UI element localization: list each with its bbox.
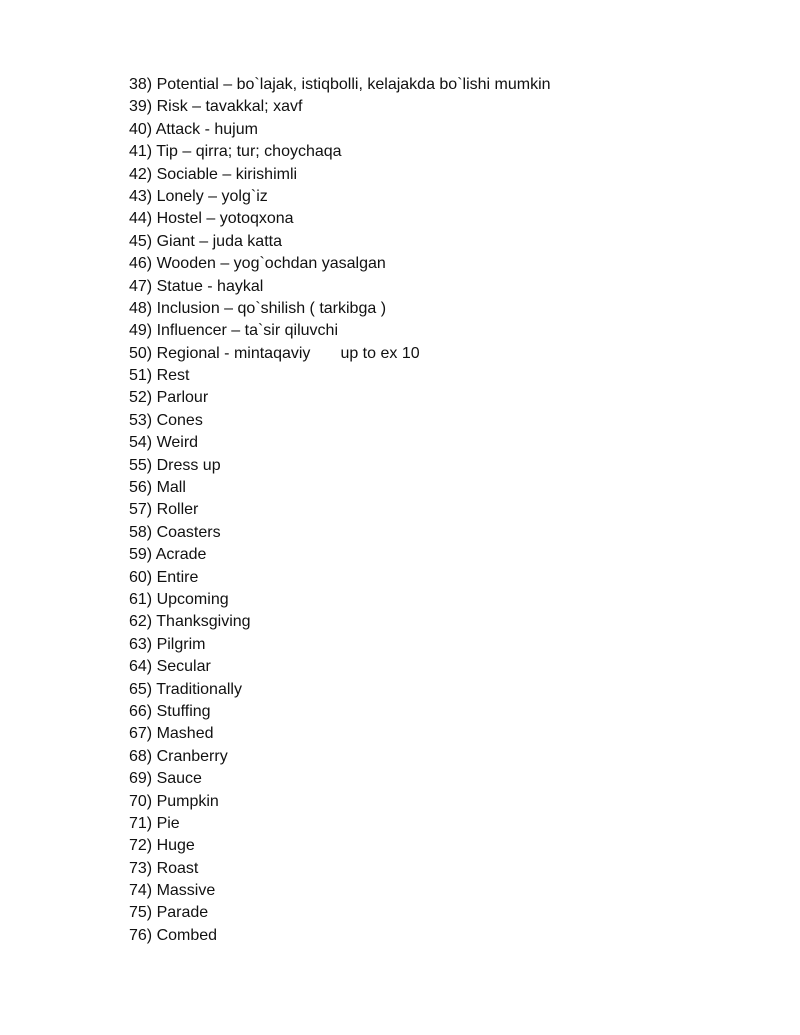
item-number: 44) <box>129 210 153 228</box>
item-text: Attack - hujum <box>155 120 258 138</box>
item-number: 45) <box>129 232 153 250</box>
list-item <box>129 231 551 253</box>
item-text: Inclusion – qo`shilish ( tarkibga ) <box>156 299 387 317</box>
item-text: Entire <box>156 568 199 586</box>
list-item <box>129 387 551 409</box>
item-number: 40) <box>129 120 153 138</box>
list-item <box>129 74 551 96</box>
item-number: 75) <box>129 904 153 922</box>
item-number: 56) <box>129 479 153 497</box>
item-text: Acrade <box>155 546 207 564</box>
item-text: Huge <box>156 837 195 855</box>
item-text: Mashed <box>156 725 214 743</box>
item-number: 49) <box>129 322 153 340</box>
item-text: Upcoming <box>156 590 229 608</box>
item-number: 43) <box>129 187 153 205</box>
list-item <box>129 589 551 611</box>
item-text: Lonely – yolg`iz <box>156 187 268 205</box>
item-number: 42) <box>129 165 153 183</box>
item-number: 54) <box>129 434 153 452</box>
list-item <box>129 544 551 566</box>
item-text: Parlour <box>156 389 209 407</box>
item-number: 65) <box>129 680 153 698</box>
item-text: Regional - mintaqaviy <box>156 344 311 362</box>
list-item <box>129 902 551 924</box>
item-text: Cones <box>156 411 203 429</box>
list-item <box>129 96 551 118</box>
list-item <box>129 679 551 701</box>
item-number: 64) <box>129 658 153 676</box>
item-text: Dress up <box>156 456 221 474</box>
list-item <box>129 253 551 275</box>
list-item <box>129 567 551 589</box>
list-item <box>129 611 551 633</box>
list-item <box>129 701 551 723</box>
item-number: 71) <box>129 814 153 832</box>
item-number: 47) <box>129 277 153 295</box>
list-item <box>129 634 551 656</box>
item-text: Potential – bo`lajak, istiqbolli, kelajakda bo`lishi mumkin <box>156 76 551 93</box>
item-text: Roller <box>156 501 199 519</box>
item-text: Stuffing <box>156 702 211 720</box>
item-number: 66) <box>129 702 153 720</box>
item-text: Secular <box>156 658 211 676</box>
item-number: 61) <box>129 590 153 608</box>
list-item <box>129 813 551 835</box>
item-number: 73) <box>129 859 153 877</box>
item-text: Statue - haykal <box>156 277 264 295</box>
list-item <box>129 276 551 298</box>
item-text: Cranberry <box>156 747 228 765</box>
item-number: 70) <box>129 792 153 810</box>
list-item <box>129 365 551 387</box>
item-number: 51) <box>129 367 153 385</box>
item-text: Traditionally <box>156 680 242 698</box>
item-text: Combed <box>156 926 218 944</box>
list-item <box>129 768 551 790</box>
item-text: Roast <box>156 859 199 877</box>
list-item <box>129 208 551 230</box>
list-item <box>129 656 551 678</box>
item-number: 52) <box>129 389 153 407</box>
item-text: Coasters <box>156 523 221 541</box>
item-number: 55) <box>129 456 153 474</box>
list-item <box>129 791 551 813</box>
item-number: 69) <box>129 770 153 788</box>
item-number: 76) <box>129 926 153 944</box>
item-text: Risk – tavakkal; xavf <box>156 98 303 116</box>
list-item <box>129 410 551 432</box>
item-number: 59) <box>129 546 153 564</box>
vocabulary-list <box>129 74 551 947</box>
list-item <box>129 141 551 163</box>
item-number: 62) <box>129 613 153 631</box>
item-number: 68) <box>129 747 153 765</box>
item-number: 39) <box>129 98 153 116</box>
item-text: Influencer – ta`sir qiluvchi <box>156 322 338 340</box>
item-number: 57) <box>129 501 153 519</box>
item-text: Rest <box>156 367 190 385</box>
item-text: Pumpkin <box>156 792 219 810</box>
list-item <box>129 186 551 208</box>
item-text: Massive <box>156 882 216 900</box>
item-text: Tip – qirra; tur; choychaqa <box>156 143 342 161</box>
item-text: Mall <box>156 479 186 497</box>
item-number: 38) <box>129 76 153 93</box>
item-number: 72) <box>129 837 153 855</box>
list-item <box>129 298 551 320</box>
item-text: Pilgrim <box>156 635 206 653</box>
item-number: 46) <box>129 255 153 273</box>
item-text: Hostel – yotoqxona <box>156 210 294 228</box>
list-item <box>129 925 551 947</box>
list-item <box>129 320 551 342</box>
list-item <box>129 477 551 499</box>
list-item <box>129 164 551 186</box>
list-item <box>129 723 551 745</box>
item-text: Wooden – yog`ochdan yasalgan <box>156 255 386 273</box>
item-text: Parade <box>156 904 209 922</box>
item-text: Weird <box>156 434 199 452</box>
list-item <box>129 343 551 365</box>
item-text: Giant – juda katta <box>156 232 282 250</box>
item-text: Sociable – kirishimli <box>156 165 298 183</box>
item-number: 60) <box>129 568 153 586</box>
item-text: Thanksgiving <box>156 613 251 631</box>
list-item <box>129 432 551 454</box>
list-item <box>129 455 551 477</box>
item-number: 48) <box>129 299 153 317</box>
item-number: 67) <box>129 725 153 743</box>
item-number: 58) <box>129 523 153 541</box>
item-text: Pie <box>156 814 180 832</box>
list-item <box>129 522 551 544</box>
list-item <box>129 119 551 141</box>
list-item <box>129 746 551 768</box>
item-number: 41) <box>129 143 153 161</box>
list-item <box>129 858 551 880</box>
item-number: 53) <box>129 411 153 429</box>
item-number: 74) <box>129 882 153 900</box>
item-note: up to ex 10 <box>340 344 420 362</box>
item-number: 50) <box>129 344 153 362</box>
item-number: 63) <box>129 635 153 653</box>
item-text: Sauce <box>156 770 202 788</box>
list-item <box>129 499 551 521</box>
list-item <box>129 880 551 902</box>
list-item <box>129 835 551 857</box>
